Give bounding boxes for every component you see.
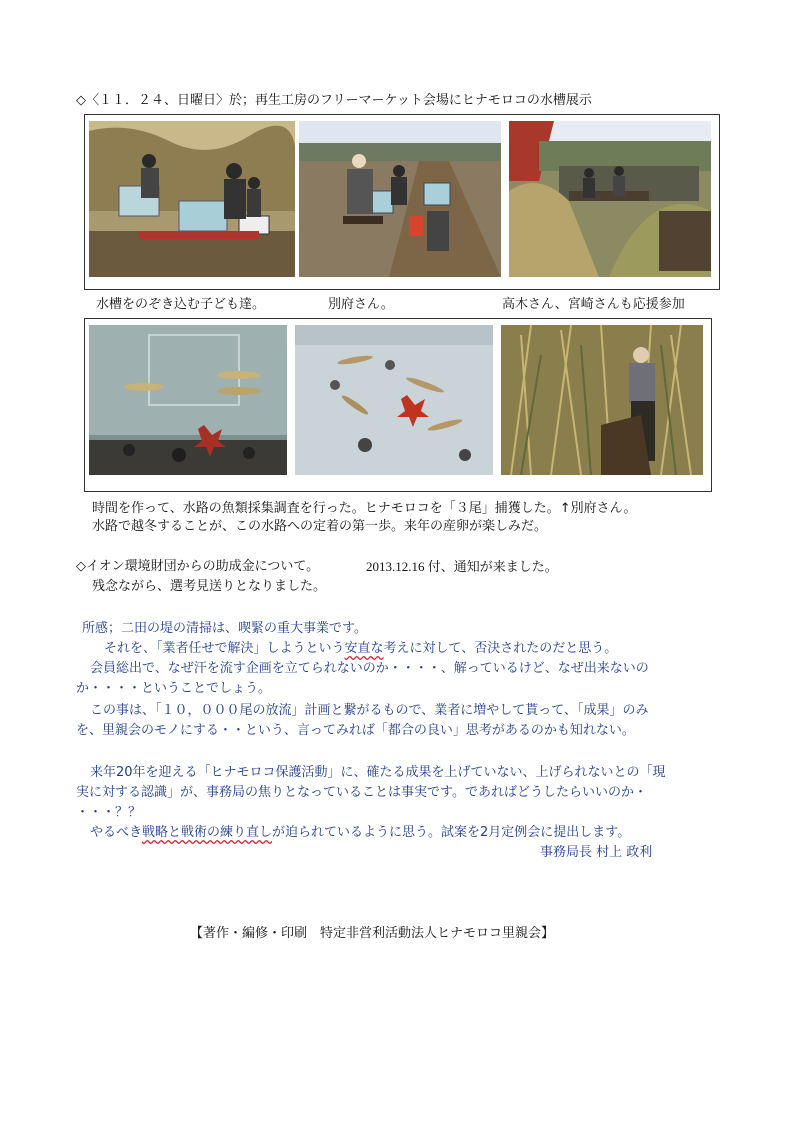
photo-takagi-miyazaki xyxy=(509,121,711,277)
photo-frame-survey xyxy=(84,318,712,492)
opinion-wavy-phrase-1: 安直な xyxy=(344,641,384,656)
photo-fish-in-tank xyxy=(89,325,287,475)
opinion-line-2: それを、「業者任せで解決」しようという安直な考えに対して、否決されたのだと思う。 xyxy=(104,641,618,656)
photo-beppu-at-tank xyxy=(299,121,501,277)
caption-takagi-miyazaki: 高木さん、宮崎さんも応援参加 xyxy=(502,297,685,312)
photo-frame-exhibit xyxy=(84,114,720,290)
opinion-line-8: 実に対する認識」が、事務局の焦りとなっていることは事実です。であればどうしたらいいのか・ xyxy=(76,785,647,800)
opinion-line-5: この事は、「１０，０００尾の放流」計画と繋がるもので、業者に増やして貰って、「成果」のみ xyxy=(90,703,649,718)
survey-line-1: 時間を作って、水路の魚類採集調査を行った。ヒナモロコを「３尾」捕獲した。↑別府さん。 xyxy=(92,501,637,516)
survey-line-2: 水路で越冬することが、この水路への定着の第一歩。来年の産卵が楽しみだ。 xyxy=(92,519,548,534)
signature: 事務局長 村上 政利 xyxy=(540,845,653,860)
caption-children: 水槽をのぞき込む子ども達。 xyxy=(96,297,266,312)
opinion-line-6: を、里親会のモノにする・・という、言ってみれば「都合の良い」思考があるのかも知れない。 xyxy=(76,723,635,738)
section-heading-tank-exhibit: ◇〈１１．２４、日曜日〉於；再生工房のフリーマーケット会場にヒナモロコの水槽展示 xyxy=(76,93,592,108)
opinion-line-10: やるべき戦略と戦術の練り直しが迫られているように思う。試案を2月定例会に提出します。 xyxy=(90,825,631,840)
opinion-line-4: か・・・・ということでしょう。 xyxy=(76,681,272,696)
opinion-line-1: 所感；二田の堤の清掃は、喫緊の重大事業です。 xyxy=(82,621,367,636)
photo-fish-and-leaf xyxy=(295,325,493,475)
opinion-line-9: ・・・？？ xyxy=(76,805,142,820)
opinion-line-3: 会員総出で、なぜ汗を流す企画を立てられないのか・・・・、解っているけど、なぜ出来ないの xyxy=(90,661,649,676)
grant-result: 残念ながら、選考見送りとなりました。 xyxy=(92,579,327,594)
photo-children-at-tank xyxy=(89,121,295,277)
footer-credit: 【著作・編修・印刷 特定非営利活動法人ヒナモロコ里親会】 xyxy=(190,926,555,941)
photo-beppu-in-reeds xyxy=(501,325,703,475)
opinion-line-7: 来年20年を迎える「ヒナモロコ保護活動」に、確たる成果を上げていない、上げられないとの「現 xyxy=(90,765,666,780)
grant-heading: ◇イオン環境財団からの助成金について。 xyxy=(76,559,320,574)
opinion-wavy-phrase-2: 戦略と戦術の練り直し xyxy=(142,825,273,840)
grant-date: 2013.12.16 付、通知が来ました。 xyxy=(366,559,558,574)
caption-beppu: 別府さん。 xyxy=(328,297,394,312)
